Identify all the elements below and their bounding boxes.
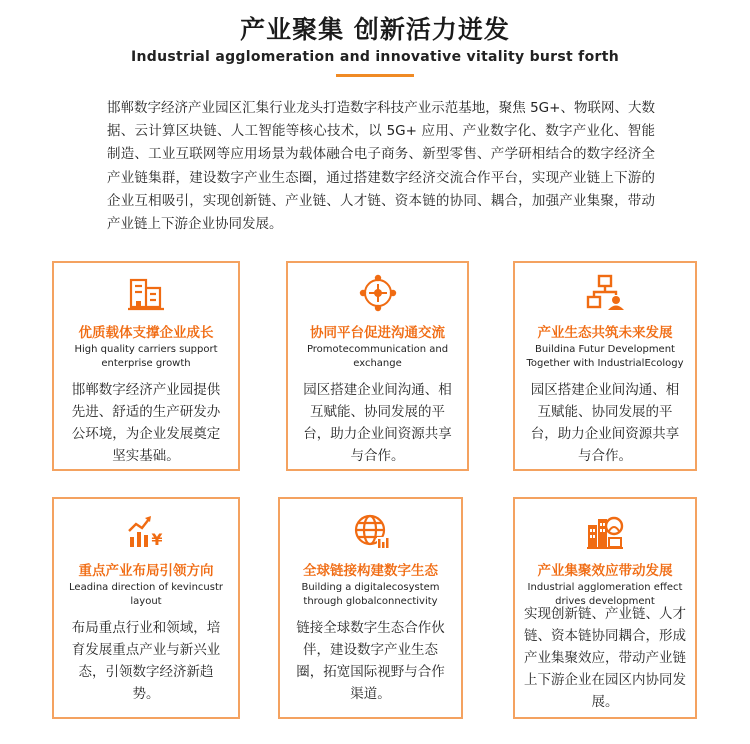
building-icon bbox=[126, 273, 166, 313]
card-title: 优质载体支撑企业成长 bbox=[78, 325, 214, 341]
industry-cluster-icon bbox=[585, 511, 625, 551]
card-body: 园区搭建企业间沟通、相互赋能、协同发展的平台，助力企业间资源共享与合作。 bbox=[303, 382, 452, 464]
feature-card-agglomeration-effect bbox=[513, 497, 697, 719]
card-title: 协同平台促进沟通交流 bbox=[310, 325, 445, 341]
card-body: 布局重点行业和领域，培育发展重点产业与新兴业态，引领数字经济新趋势。 bbox=[71, 620, 221, 702]
card-title: 产业集聚效应带动发展 bbox=[537, 563, 673, 579]
card-body: 邯郸数字经济产业园提供先进、舒适的生产研发办公环境，为企业发展奠定坚实基础。 bbox=[71, 382, 221, 464]
page-title: 产业聚集 创新活力迸发 bbox=[240, 15, 510, 44]
card-subtitle: Building a digitalecosystem through globalconnectivity bbox=[301, 582, 440, 607]
card-title: 产业生态共筑未来发展 bbox=[537, 325, 673, 341]
feature-card-collaboration-platform bbox=[286, 261, 469, 471]
card-body: 实现创新链、产业链、人才链、资本链协同耦合，形成产业集聚效应，带动产业链上下游企业在园区内协同发展。 bbox=[524, 606, 686, 710]
feature-card-global-connectivity bbox=[278, 497, 463, 719]
svg-text:¥: ¥ bbox=[151, 530, 163, 549]
intro-paragraph: 邯郸数字经济产业园区汇集行业龙头打造数字科技产业示范基地，聚焦 5G+、物联网、大数据、云计算区块链、人工智能等核心技术，以 5G+ 应用、产业数字化、数字产业化、智能制造、工业互联网等应用场景为载体融合电子商务、新型零售、产学研相结合的数字经济全产业链集群，建设数字产业生态圈，通过搭建数字经济交流合作平台，实现产业链上下游的企业互相吸引，实现创新链、产业链、人才链、资本链的协同、耦合，加强产业集聚，带动产业链上下游企业协同发展。 bbox=[107, 100, 655, 233]
feature-card-industrial-ecology bbox=[513, 261, 697, 471]
title-underline bbox=[336, 74, 414, 77]
card-subtitle: Buildina Futur Development Together with IndustrialEcology bbox=[526, 344, 684, 369]
ecosystem-blocks-icon bbox=[585, 273, 625, 313]
growth-chart-icon bbox=[126, 511, 166, 551]
page-subtitle: Industrial agglomeration and innovative vitality burst forth bbox=[131, 49, 619, 65]
card-subtitle: Industrial agglomeration effect drives development bbox=[527, 582, 683, 607]
card-subtitle: High quality carriers support enterprise growth bbox=[74, 344, 218, 369]
card-subtitle: Leadina direction of kevincustr layout bbox=[69, 582, 223, 607]
network-people-icon bbox=[358, 273, 398, 313]
card-title: 重点产业布局引领方向 bbox=[78, 563, 214, 579]
card-title: 全球链接构建数字生态 bbox=[303, 563, 438, 579]
feature-card-key-industry bbox=[52, 497, 240, 719]
card-subtitle: Promotecommunication and exchange bbox=[306, 344, 449, 369]
card-body: 链接全球数字生态合作伙伴，建设数字产业生态圈，拓宽国际视野与合作渠道。 bbox=[296, 620, 445, 702]
globe-connect-icon bbox=[351, 511, 391, 551]
card-body: 园区搭建企业间沟通、相互赋能、协同发展的平台，助力企业间资源共享与合作。 bbox=[530, 382, 680, 464]
feature-card-quality-carriers bbox=[52, 261, 240, 471]
